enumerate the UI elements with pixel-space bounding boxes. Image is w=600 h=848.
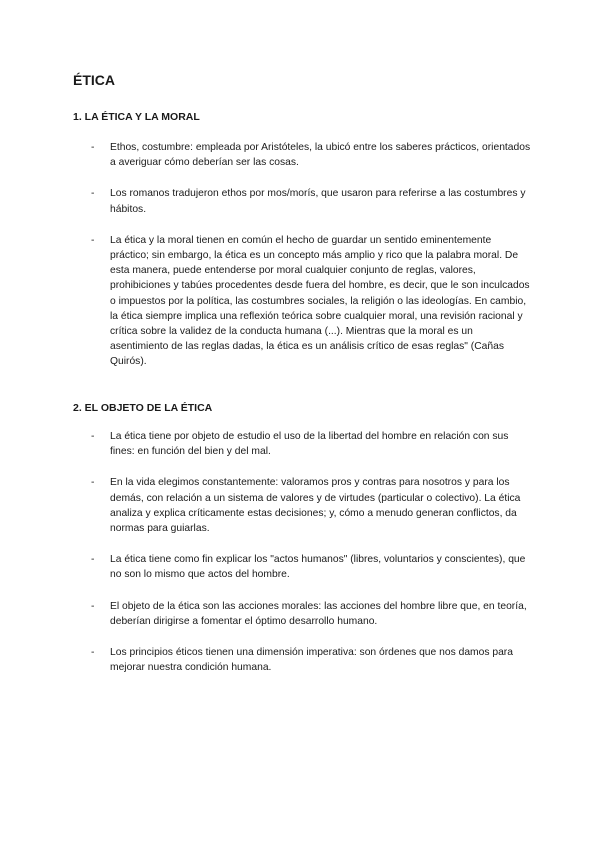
bullet-marker: - <box>91 600 95 612</box>
list-item-text: El objeto de la ética son las acciones morales: las acciones del hombre libre que, en teoría, deberían dirigirse a fomentar el óptimo desarrollo humano. <box>110 600 527 627</box>
bullet-marker: - <box>91 234 95 246</box>
bullet-marker: - <box>91 188 95 200</box>
bullet-marker: - <box>91 477 95 489</box>
section-heading-2: 2. EL OBJETO DE LA ÉTICA <box>73 402 213 414</box>
list-item <box>91 140 531 170</box>
list-item <box>91 186 531 216</box>
section-heading-1: 1. LA ÉTICA Y LA MORAL <box>73 111 200 123</box>
bullet-marker: - <box>91 554 95 566</box>
list-item <box>91 475 531 536</box>
list-item <box>91 552 531 582</box>
section-2-list <box>91 429 531 691</box>
bullet-marker: - <box>91 142 95 153</box>
list-item-text: En la vida elegimos constantemente: valoramos pros y contras para nosotros y para los demás, con relación a un sistema de valores y de virtudes (particular o colectivo). La ética analiza y explica críticamente estas decisiones; y, cómo a menudo generan conflictos, da normas para guiarlas. <box>110 477 521 535</box>
section-1-list <box>91 140 531 386</box>
list-item <box>91 645 531 675</box>
document-title: ÉTICA <box>73 72 115 88</box>
list-item <box>91 429 531 459</box>
list-item-text: Los romanos tradujeron ethos por mos/morís, que usaron para referirse a las costumbres y hábitos. <box>110 188 526 215</box>
bullet-marker: - <box>91 431 95 442</box>
list-item-text: Los principios éticos tienen una dimensión imperativa: son órdenes que nos damos para mejorar nuestra condición humana. <box>110 647 513 674</box>
bullet-marker: - <box>91 647 95 659</box>
list-item <box>91 599 531 629</box>
list-item <box>91 233 531 370</box>
list-item-text: La ética tiene por objeto de estudio el uso de la libertad del hombre en relación con sus fines: en función del bien y del mal. <box>110 431 509 458</box>
list-item-text: La ética tiene como fin explicar los "actos humanos" (libres, voluntarios y conscientes), que no son lo mismo que actos del hombre. <box>110 554 526 581</box>
list-item-text: La ética y la moral tienen en común el hecho de guardar un sentido eminentemente práctico; sin embargo, la ética es un concepto más amplio y rico que la palabra moral. De esta manera, puede entenderse por moral cualquier conjunto de reglas, valores, prohibiciones y tabúes procedentes desde fuera del hombre, es decir, que le son inculcados o impuestos por la política, las costumbres sociales, la religión o las ideologías. En cambio, la ética siempre implica una reflexión teórica sobre cualquier moral, una revisión racional y crítica sobre la validez de la conducta humana (...). Mientras que la moral es un asentimiento de las reglas dadas, la ética es un análisis crítico de esas reglas" (Cañas Quirós). <box>110 234 530 368</box>
list-item-text: Ethos, costumbre: empleada por Aristóteles, la ubicó entre los saberes prácticos, orientados a averiguar cómo deberían ser las cosas. <box>110 142 531 169</box>
